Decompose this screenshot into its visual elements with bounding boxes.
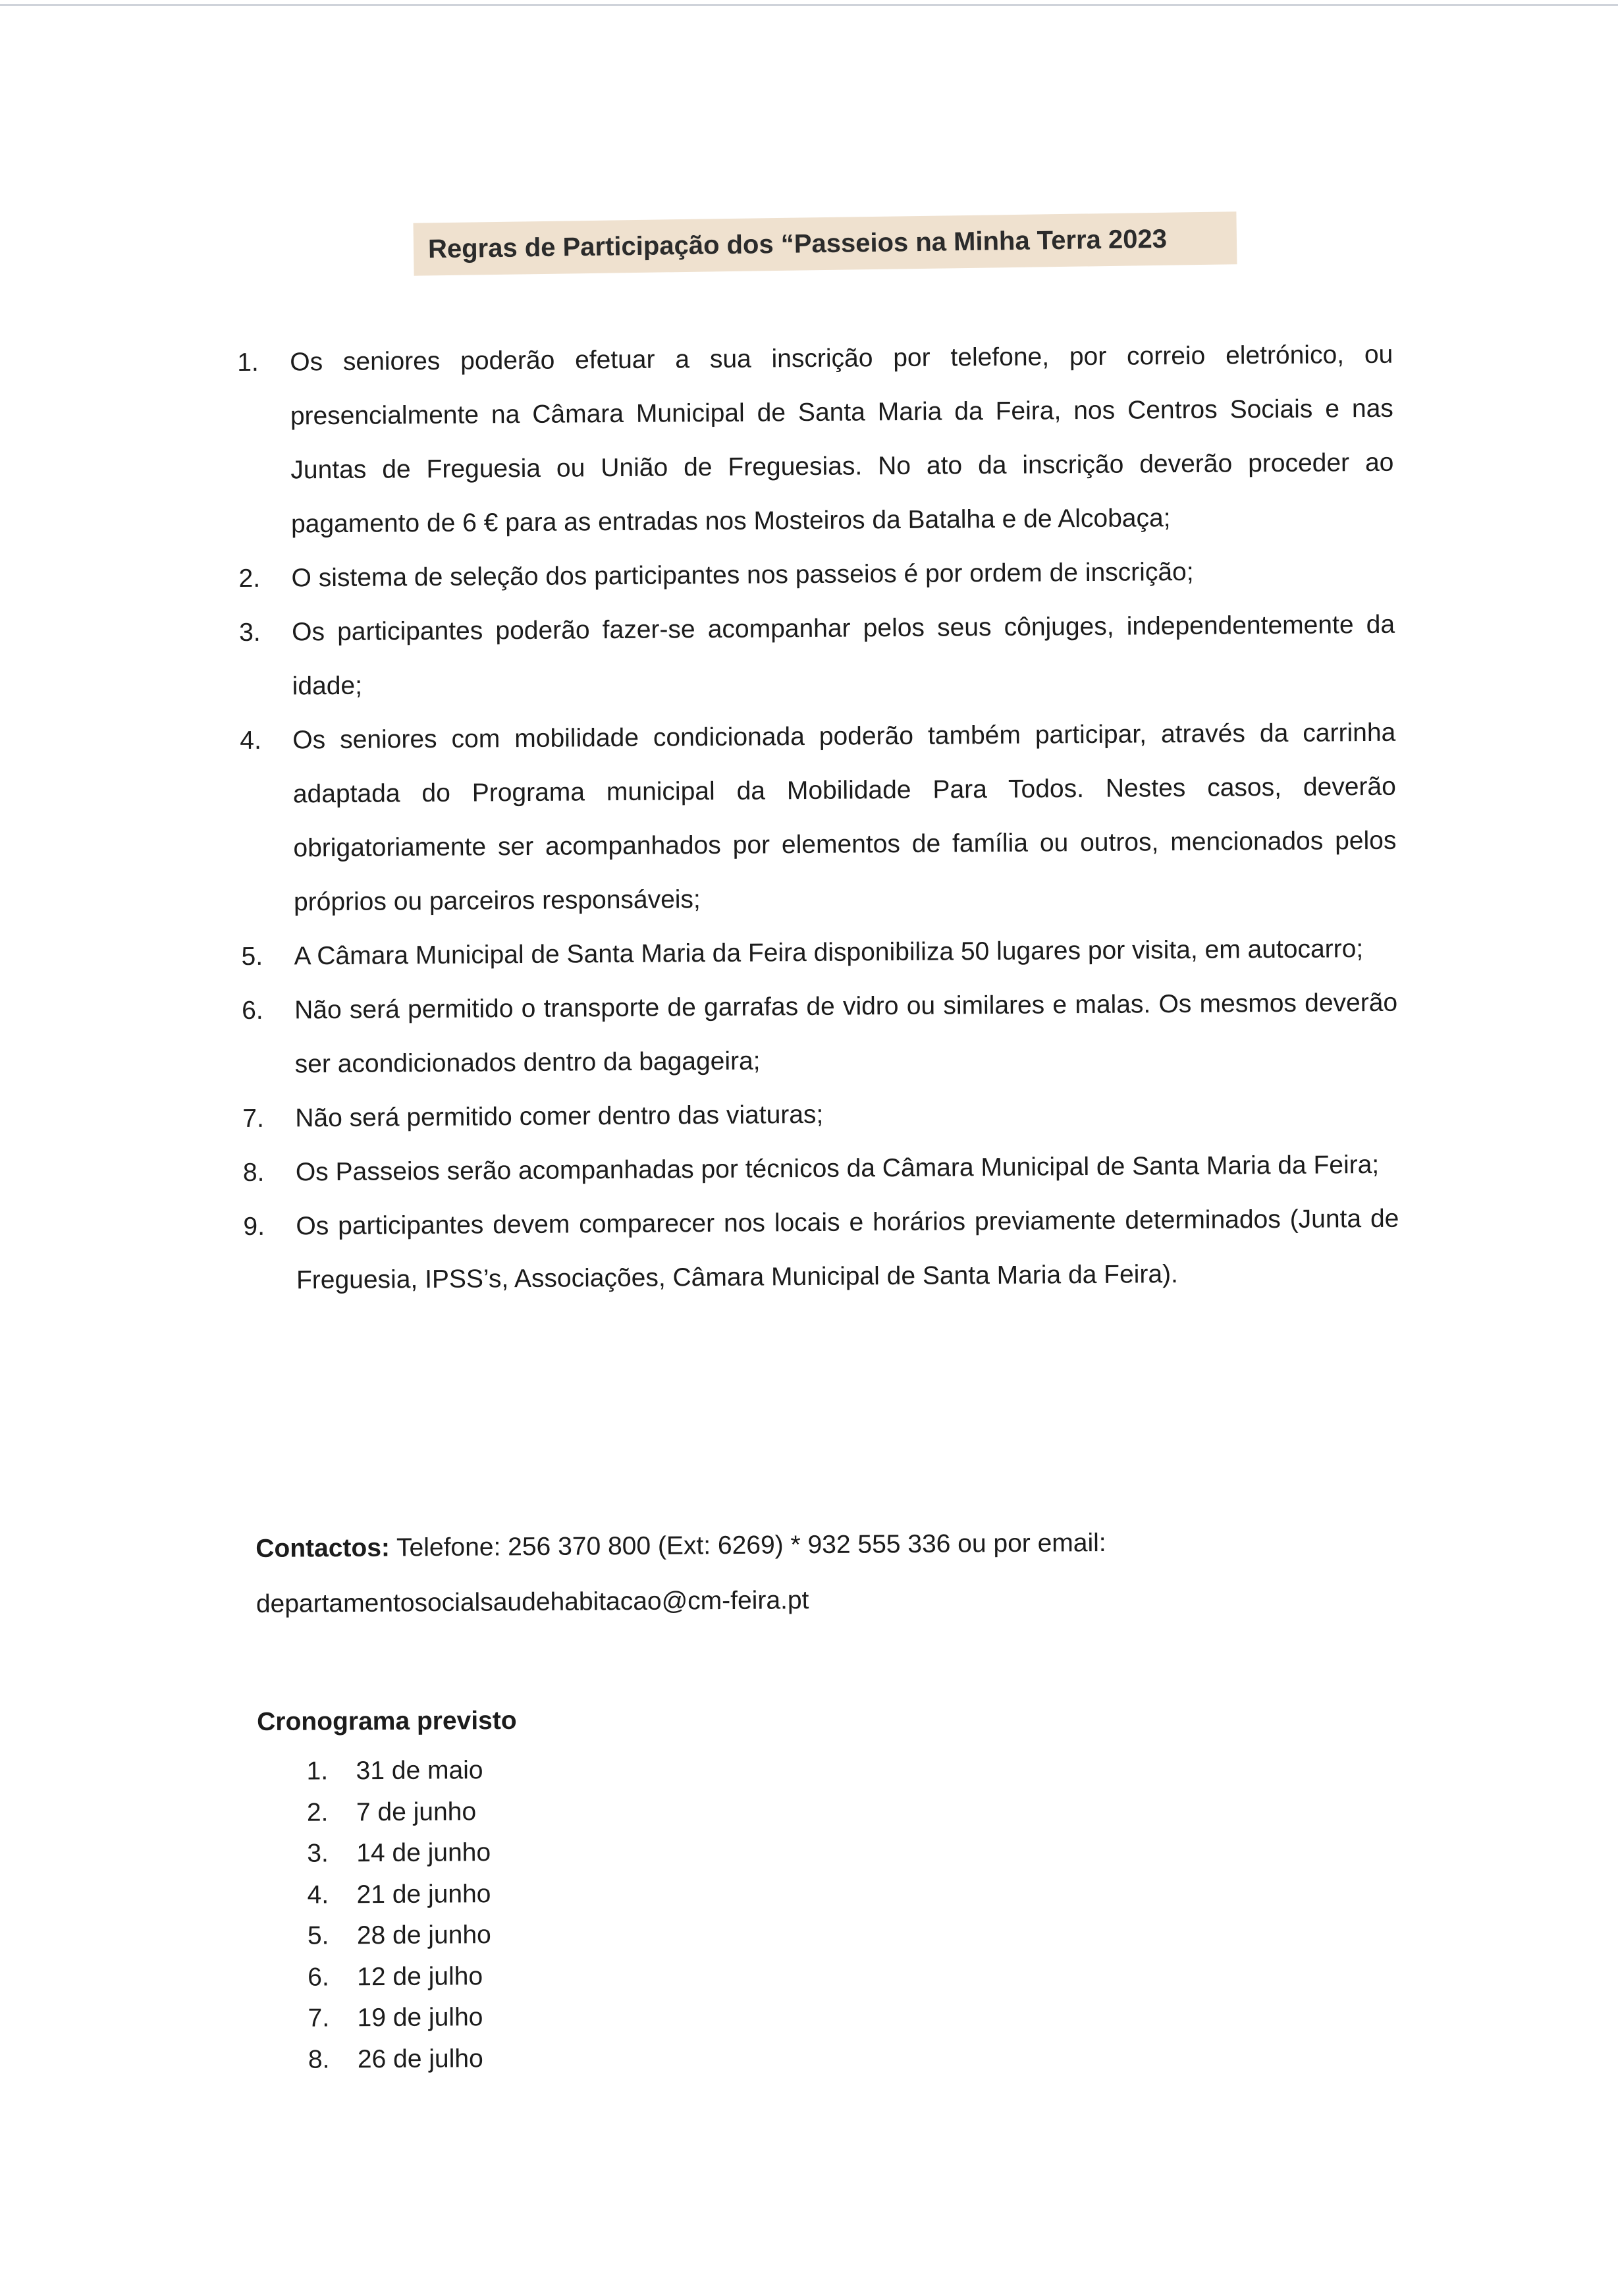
rule-item	[240, 706, 1397, 930]
cronograma-item	[307, 1830, 850, 1874]
cronograma-number: 2.	[306, 1797, 329, 1827]
rules-list	[237, 328, 1399, 1308]
rule-item	[243, 1192, 1399, 1308]
cronograma-date: 12 de julho	[357, 1961, 483, 1991]
cronograma-date: 7 de junho	[356, 1797, 477, 1826]
rule-item	[237, 328, 1394, 552]
cronograma-date: 26 de julho	[357, 2044, 483, 2073]
cronograma-number: 8.	[308, 2044, 330, 2074]
cronograma-number: 7.	[308, 2004, 330, 2033]
rule-item	[242, 1084, 1399, 1146]
rule-number: 8.	[242, 1158, 265, 1187]
rule-text: Os Passeios serão acompanhadas por técnicos da Câmara Municipal de Santa Maria da Feira;	[295, 1150, 1380, 1187]
rule-item	[243, 1138, 1399, 1200]
cronograma-number: 4.	[307, 1880, 329, 1909]
contacts-label: Contactos:	[256, 1533, 391, 1563]
cronograma-item	[308, 1995, 851, 2039]
contacts-phone: Telefone: 256 370 800 (Ext: 6269) * 932 555 336 ou por email:	[389, 1528, 1106, 1562]
cronograma-number: 3.	[307, 1839, 329, 1868]
rule-text: Os seniores poderão efetuar a sua inscrição por telefone, por correio eletrónico, ou presencialmente na Câmara Municipal de Santa Maria da Feira, nos Centros Sociais e nas Juntas de Freguesia ou União de Freguesias. No ato da inscrição deverão proceder ao pagamento de 6 € para as entradas nos Mosteiros da Batalha e de Alcobaça;	[290, 340, 1394, 539]
cronograma-number: 6.	[308, 1962, 329, 1992]
cronograma-item	[307, 1790, 850, 1834]
cronograma-item	[308, 1954, 851, 1998]
rule-number: 6.	[242, 996, 263, 1025]
cronograma-item	[307, 1872, 850, 1916]
rule-item	[238, 544, 1395, 606]
cronograma-number: 5.	[307, 1921, 329, 1950]
cronograma-date: 31 de maio	[356, 1756, 483, 1786]
cronograma-title: Cronograma previsto	[257, 1706, 517, 1736]
contacts-line	[256, 1513, 1442, 1577]
cronograma-date: 14 de junho	[356, 1838, 491, 1868]
rule-number: 4.	[240, 726, 261, 755]
rule-item	[241, 922, 1397, 984]
rule-text: Os participantes poderão fazer-se acompanhar pelos seus cônjuges, independentemente da idade;	[291, 610, 1395, 701]
contacts-section	[256, 1513, 1442, 1632]
document-title: Regras de Participação dos “Passeios na Minha Terra 2023	[427, 224, 1168, 263]
cronograma-item	[306, 1748, 849, 1792]
rule-text: O sistema de seleção dos participantes nos passeios é por ordem de inscrição;	[291, 557, 1194, 593]
rule-item	[239, 598, 1395, 714]
page-top-border	[0, 4, 1618, 6]
rule-number: 9.	[243, 1212, 265, 1241]
cronograma-date: 21 de junho	[356, 1879, 491, 1909]
cronograma-date: 28 de junho	[356, 1921, 491, 1950]
rule-number: 1.	[237, 348, 259, 377]
rule-number: 2.	[238, 564, 261, 593]
rule-text: Os participantes devem comparecer nos locais e horários previamente determinados (Junta de Freguesia, IPSS’s, Associações, Câmara Municipal de Santa Maria da Feira).	[296, 1204, 1399, 1295]
cronograma-number: 1.	[306, 1757, 329, 1786]
rule-text: A Câmara Municipal de Santa Maria da Feira disponibiliza 50 lugares por visita, em autocarro;	[294, 935, 1364, 971]
cronograma-item	[308, 2036, 851, 2081]
rule-number: 7.	[242, 1104, 264, 1133]
rule-text: Os seniores com mobilidade condicionada poderão também participar, através da carrinha adaptada do Programa municipal da Mobilidade Para Todos. Nestes casos, deverão obrigatoriamente ser acompanhados por elementos de família ou outros, mencionados pelos próprios ou parceiros responsáveis;	[292, 718, 1397, 917]
title-highlight	[414, 211, 1237, 275]
cronograma-section	[257, 1693, 851, 2081]
rule-number: 5.	[241, 942, 263, 971]
cronograma-item	[308, 1913, 851, 1957]
rule-text: Não será permitido comer dentro das viaturas;	[295, 1100, 824, 1133]
contacts-email[interactable]: departamentosocialsaudehabitacao@cm-feira.pt	[256, 1586, 809, 1618]
rule-number: 3.	[238, 618, 261, 647]
cronograma-date: 19 de julho	[357, 2003, 483, 2033]
rule-text: Não será permitido o transporte de garrafas de vidro ou similares e malas. Os mesmos deverão ser acondicionados dentro da bagageira;	[294, 988, 1398, 1079]
rule-item	[242, 976, 1398, 1092]
